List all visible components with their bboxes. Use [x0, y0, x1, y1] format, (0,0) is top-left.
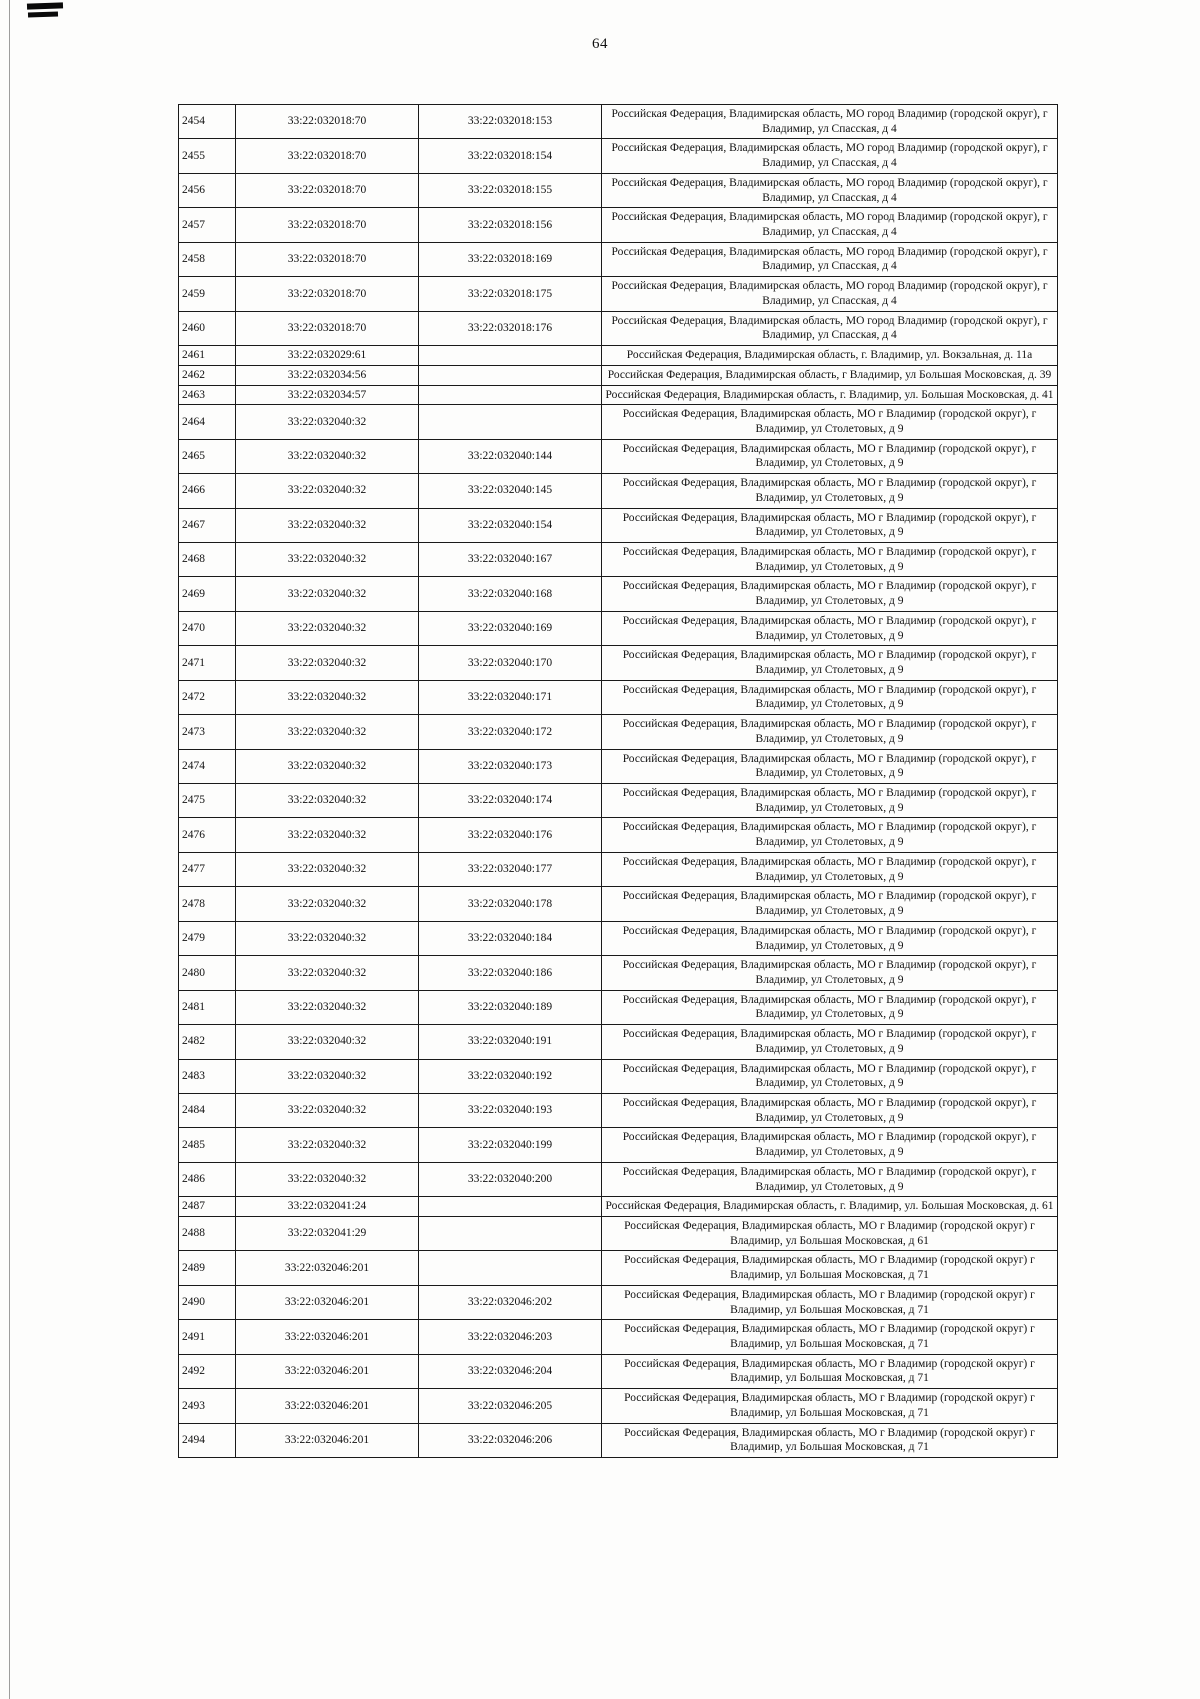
- table-row: [179, 439, 1058, 473]
- cadastral-number-parent-cell: 33:22:032046:201: [236, 1285, 419, 1319]
- row-number-cell: 2489: [179, 1251, 236, 1285]
- cadastral-number-parent-cell: 33:22:032040:32: [236, 405, 419, 439]
- table-row: [179, 1025, 1058, 1059]
- table-row: [179, 749, 1058, 783]
- row-number-cell: 2482: [179, 1025, 236, 1059]
- row-number-cell: 2477: [179, 852, 236, 886]
- address-cell: Российская Федерация, Владимирская область, МО г Владимир (городской округ) г Владимир, ул Большая Московская, д 71: [602, 1251, 1058, 1285]
- table-row: [179, 365, 1058, 385]
- cadastral-number-child-cell: 33:22:032040:154: [419, 508, 602, 542]
- cadastral-number-parent-cell: 33:22:032040:32: [236, 1059, 419, 1093]
- row-number-cell: 2464: [179, 405, 236, 439]
- cadastral-number-parent-cell: 33:22:032040:32: [236, 611, 419, 645]
- cadastral-number-parent-cell: 33:22:032040:32: [236, 784, 419, 818]
- address-cell: Российская Федерация, Владимирская область, МО г Владимир (городской округ), г Владимир, ул Столетовых, д 9: [602, 439, 1058, 473]
- address-cell: Российская Федерация, Владимирская область, МО город Владимир (городской округ), г Владимир, ул Спасская, д 4: [602, 277, 1058, 311]
- cadastral-number-child-cell: 33:22:032040:184: [419, 921, 602, 955]
- address-cell: Российская Федерация, Владимирская область, МО г Владимир (городской округ), г Владимир, ул Столетовых, д 9: [602, 474, 1058, 508]
- cadastral-number-parent-cell: 33:22:032040:32: [236, 956, 419, 990]
- table-row: [179, 1285, 1058, 1319]
- table-row: [179, 1162, 1058, 1196]
- row-number-cell: 2478: [179, 887, 236, 921]
- table-row: [179, 577, 1058, 611]
- address-cell: Российская Федерация, Владимирская область, МО г Владимир (городской округ), г Владимир, ул Столетовых, д 9: [602, 749, 1058, 783]
- row-number-cell: 2461: [179, 346, 236, 366]
- row-number-cell: 2485: [179, 1128, 236, 1162]
- cadastral-number-parent-cell: 33:22:032040:32: [236, 990, 419, 1024]
- address-cell: Российская Федерация, Владимирская область, МО г Владимир (городской округ), г Владимир, ул Столетовых, д 9: [602, 646, 1058, 680]
- row-number-cell: 2486: [179, 1162, 236, 1196]
- table-row: [179, 1320, 1058, 1354]
- address-cell: Российская Федерация, Владимирская область, МО город Владимир (городской округ), г Владимир, ул Спасская, д 4: [602, 173, 1058, 207]
- table-row: [179, 1093, 1058, 1127]
- cadastral-number-child-cell: 33:22:032018:153: [419, 105, 602, 139]
- table-row: [179, 173, 1058, 207]
- page-number: 64: [592, 36, 608, 52]
- cadastral-number-child-cell: 33:22:032040:144: [419, 439, 602, 473]
- cadastral-number-parent-cell: 33:22:032040:32: [236, 818, 419, 852]
- address-cell: Российская Федерация, Владимирская область, МО г Владимир (городской округ), г Владимир, ул Столетовых, д 9: [602, 921, 1058, 955]
- cadastral-number-child-cell: 33:22:032040:189: [419, 990, 602, 1024]
- cadastral-number-child-cell: 33:22:032040:170: [419, 646, 602, 680]
- cadastral-number-child-cell: [419, 346, 602, 366]
- row-number-cell: 2462: [179, 365, 236, 385]
- cadastral-number-child-cell: 33:22:032040:193: [419, 1093, 602, 1127]
- address-cell: Российская Федерация, Владимирская область, МО г Владимир (городской округ) г Владимир, ул Большая Московская, д 71: [602, 1389, 1058, 1423]
- table-row: [179, 474, 1058, 508]
- address-cell: Российская Федерация, Владимирская область, МО г Владимир (городской округ), г Владимир, ул Столетовых, д 9: [602, 1025, 1058, 1059]
- table-row: [179, 311, 1058, 345]
- cadastral-number-parent-cell: 33:22:032040:32: [236, 852, 419, 886]
- cadastral-number-parent-cell: 33:22:032046:201: [236, 1423, 419, 1457]
- address-cell: Российская Федерация, Владимирская область, МО г Владимир (городской округ) г Владимир, ул Большая Московская, д 61: [602, 1217, 1058, 1251]
- cadastral-number-parent-cell: 33:22:032018:70: [236, 242, 419, 276]
- cadastral-number-parent-cell: 33:22:032040:32: [236, 508, 419, 542]
- cadastral-number-child-cell: 33:22:032018:175: [419, 277, 602, 311]
- row-number-cell: 2470: [179, 611, 236, 645]
- address-cell: Российская Федерация, Владимирская область, МО г Владимир (городской округ), г Владимир, ул Столетовых, д 9: [602, 1128, 1058, 1162]
- cadastral-number-parent-cell: 33:22:032046:201: [236, 1320, 419, 1354]
- cadastral-number-child-cell: [419, 365, 602, 385]
- cadastral-number-child-cell: 33:22:032040:174: [419, 784, 602, 818]
- table-row: [179, 1251, 1058, 1285]
- table-row: [179, 1128, 1058, 1162]
- cadastral-number-parent-cell: 33:22:032040:32: [236, 646, 419, 680]
- row-number-cell: 2488: [179, 1217, 236, 1251]
- cadastral-number-parent-cell: 33:22:032040:32: [236, 1093, 419, 1127]
- table-row: [179, 1217, 1058, 1251]
- cadastral-number-child-cell: 33:22:032046:204: [419, 1354, 602, 1388]
- cadastral-number-child-cell: 33:22:032040:200: [419, 1162, 602, 1196]
- cadastral-number-parent-cell: 33:22:032040:32: [236, 749, 419, 783]
- scan-artifact-corner-mark: [28, 11, 58, 17]
- table-row: [179, 346, 1058, 366]
- table-row: [179, 1197, 1058, 1217]
- row-number-cell: 2480: [179, 956, 236, 990]
- cadastral-number-child-cell: 33:22:032040:145: [419, 474, 602, 508]
- cadastral-number-parent-cell: 33:22:032034:57: [236, 385, 419, 405]
- address-cell: Российская Федерация, Владимирская область, МО г Владимир (городской округ), г Владимир, ул Столетовых, д 9: [602, 1093, 1058, 1127]
- table-row: [179, 242, 1058, 276]
- cadastral-number-child-cell: 33:22:032018:176: [419, 311, 602, 345]
- address-cell: Российская Федерация, Владимирская область, МО г Владимир (городской округ) г Владимир, ул Большая Московская, д 71: [602, 1354, 1058, 1388]
- cadastral-number-child-cell: [419, 1197, 602, 1217]
- table-row: [179, 1354, 1058, 1388]
- table-row: [179, 921, 1058, 955]
- cadastral-number-child-cell: 33:22:032040:172: [419, 715, 602, 749]
- table-row: [179, 1423, 1058, 1457]
- row-number-cell: 2466: [179, 474, 236, 508]
- table-row: [179, 990, 1058, 1024]
- cadastral-number-child-cell: 33:22:032040:176: [419, 818, 602, 852]
- cadastral-number-parent-cell: 33:22:032034:56: [236, 365, 419, 385]
- cadastre-table-body: [179, 105, 1058, 1458]
- cadastral-number-parent-cell: 33:22:032040:32: [236, 439, 419, 473]
- address-cell: Российская Федерация, Владимирская область, МО город Владимир (городской округ), г Владимир, ул Спасская, д 4: [602, 208, 1058, 242]
- row-number-cell: 2472: [179, 680, 236, 714]
- row-number-cell: 2484: [179, 1093, 236, 1127]
- cadastral-number-parent-cell: 33:22:032018:70: [236, 139, 419, 173]
- row-number-cell: 2494: [179, 1423, 236, 1457]
- row-number-cell: 2454: [179, 105, 236, 139]
- cadastral-number-parent-cell: 33:22:032029:61: [236, 346, 419, 366]
- row-number-cell: 2483: [179, 1059, 236, 1093]
- row-number-cell: 2455: [179, 139, 236, 173]
- cadastral-number-parent-cell: 33:22:032041:24: [236, 1197, 419, 1217]
- address-cell: Российская Федерация, Владимирская область, МО г Владимир (городской округ), г Владимир, ул Столетовых, д 9: [602, 1059, 1058, 1093]
- cadastral-number-child-cell: 33:22:032040:169: [419, 611, 602, 645]
- cadastral-number-parent-cell: 33:22:032040:32: [236, 542, 419, 576]
- table-row: [179, 956, 1058, 990]
- table-row: [179, 139, 1058, 173]
- row-number-cell: 2469: [179, 577, 236, 611]
- row-number-cell: 2460: [179, 311, 236, 345]
- scan-artifact-corner-mark: [27, 2, 63, 9]
- cadastral-number-child-cell: 33:22:032018:154: [419, 139, 602, 173]
- table-row: [179, 508, 1058, 542]
- cadastral-number-parent-cell: 33:22:032018:70: [236, 105, 419, 139]
- cadastral-number-parent-cell: 33:22:032040:32: [236, 715, 419, 749]
- row-number-cell: 2491: [179, 1320, 236, 1354]
- cadastral-number-child-cell: 33:22:032040:192: [419, 1059, 602, 1093]
- cadastral-number-parent-cell: 33:22:032046:201: [236, 1389, 419, 1423]
- table-row: [179, 1059, 1058, 1093]
- address-cell: Российская Федерация, Владимирская область, МО г Владимир (городской округ), г Владимир, ул Столетовых, д 9: [602, 680, 1058, 714]
- cadastral-number-child-cell: 33:22:032018:169: [419, 242, 602, 276]
- address-cell: Российская Федерация, Владимирская область, МО г Владимир (городской округ), г Владимир, ул Столетовых, д 9: [602, 611, 1058, 645]
- address-cell: Российская Федерация, Владимирская область, МО город Владимир (городской округ), г Владимир, ул Спасская, д 4: [602, 242, 1058, 276]
- address-cell: Российская Федерация, Владимирская область, г. Владимир, ул. Большая Московская, д. 61: [602, 1197, 1058, 1217]
- row-number-cell: 2479: [179, 921, 236, 955]
- cadastral-number-parent-cell: 33:22:032040:32: [236, 577, 419, 611]
- table-row: [179, 646, 1058, 680]
- address-cell: Российская Федерация, Владимирская область, МО г Владимир (городской округ), г Владимир, ул Столетовых, д 9: [602, 887, 1058, 921]
- table-row: [179, 852, 1058, 886]
- row-number-cell: 2467: [179, 508, 236, 542]
- cadastral-number-parent-cell: 33:22:032040:32: [236, 1128, 419, 1162]
- cadastral-number-parent-cell: 33:22:032018:70: [236, 173, 419, 207]
- cadastral-number-child-cell: 33:22:032046:206: [419, 1423, 602, 1457]
- cadastral-number-child-cell: 33:22:032040:199: [419, 1128, 602, 1162]
- cadastral-number-child-cell: 33:22:032040:186: [419, 956, 602, 990]
- address-cell: Российская Федерация, Владимирская область, МО город Владимир (городской округ), г Владимир, ул Спасская, д 4: [602, 139, 1058, 173]
- address-cell: Российская Федерация, Владимирская область, г Владимир, ул Большая Московская, д. 39: [602, 365, 1058, 385]
- table-row: [179, 1389, 1058, 1423]
- cadastral-number-parent-cell: 33:22:032046:201: [236, 1354, 419, 1388]
- address-cell: Российская Федерация, Владимирская область, МО г Владимир (городской округ), г Владимир, ул Столетовых, д 9: [602, 852, 1058, 886]
- address-cell: Российская Федерация, Владимирская область, МО г Владимир (городской округ), г Владимир, ул Столетовых, д 9: [602, 577, 1058, 611]
- table-row: [179, 208, 1058, 242]
- address-cell: Российская Федерация, Владимирская область, МО г Владимир (городской округ), г Владимир, ул Столетовых, д 9: [602, 818, 1058, 852]
- cadastral-number-child-cell: [419, 405, 602, 439]
- table-row: [179, 542, 1058, 576]
- cadastral-number-child-cell: 33:22:032040:173: [419, 749, 602, 783]
- cadastral-number-parent-cell: 33:22:032040:32: [236, 680, 419, 714]
- address-cell: Российская Федерация, Владимирская область, МО г Владимир (городской округ), г Владимир, ул Столетовых, д 9: [602, 405, 1058, 439]
- address-cell: Российская Федерация, Владимирская область, МО город Владимир (городской округ), г Владимир, ул Спасская, д 4: [602, 311, 1058, 345]
- row-number-cell: 2458: [179, 242, 236, 276]
- row-number-cell: 2474: [179, 749, 236, 783]
- row-number-cell: 2457: [179, 208, 236, 242]
- cadastral-number-child-cell: 33:22:032046:205: [419, 1389, 602, 1423]
- cadastral-number-parent-cell: 33:22:032040:32: [236, 1162, 419, 1196]
- cadastral-number-parent-cell: 33:22:032041:29: [236, 1217, 419, 1251]
- row-number-cell: 2481: [179, 990, 236, 1024]
- row-number-cell: 2459: [179, 277, 236, 311]
- row-number-cell: 2473: [179, 715, 236, 749]
- cadastral-number-child-cell: 33:22:032040:191: [419, 1025, 602, 1059]
- address-cell: Российская Федерация, Владимирская область, МО г Владимир (городской округ), г Владимир, ул Столетовых, д 9: [602, 956, 1058, 990]
- cadastre-table: [178, 104, 1058, 1458]
- cadastral-number-child-cell: 33:22:032018:155: [419, 173, 602, 207]
- address-cell: Российская Федерация, Владимирская область, МО г Владимир (городской округ), г Владимир, ул Столетовых, д 9: [602, 508, 1058, 542]
- table-row: [179, 818, 1058, 852]
- cadastral-number-child-cell: 33:22:032040:171: [419, 680, 602, 714]
- table-row: [179, 611, 1058, 645]
- table-row: [179, 405, 1058, 439]
- address-cell: Российская Федерация, Владимирская область, МО г Владимир (городской округ) г Владимир, ул Большая Московская, д 71: [602, 1320, 1058, 1354]
- row-number-cell: 2468: [179, 542, 236, 576]
- table-row: [179, 385, 1058, 405]
- address-cell: Российская Федерация, Владимирская область, МО г Владимир (городской округ), г Владимир, ул Столетовых, д 9: [602, 784, 1058, 818]
- cadastral-number-child-cell: [419, 1217, 602, 1251]
- row-number-cell: 2492: [179, 1354, 236, 1388]
- table-row: [179, 680, 1058, 714]
- row-number-cell: 2476: [179, 818, 236, 852]
- address-cell: Российская Федерация, Владимирская область, МО г Владимир (городской округ), г Владимир, ул Столетовых, д 9: [602, 715, 1058, 749]
- cadastral-number-parent-cell: 33:22:032040:32: [236, 921, 419, 955]
- address-cell: Российская Федерация, Владимирская область, МО г Владимир (городской округ), г Владимир, ул Столетовых, д 9: [602, 990, 1058, 1024]
- table-row: [179, 887, 1058, 921]
- cadastral-number-child-cell: [419, 1251, 602, 1285]
- row-number-cell: 2475: [179, 784, 236, 818]
- address-cell: Российская Федерация, Владимирская область, МО г Владимир (городской округ) г Владимир, ул Большая Московская, д 71: [602, 1423, 1058, 1457]
- row-number-cell: 2471: [179, 646, 236, 680]
- address-cell: Российская Федерация, Владимирская область, МО город Владимир (городской округ), г Владимир, ул Спасская, д 4: [602, 105, 1058, 139]
- address-cell: Российская Федерация, Владимирская область, г. Владимир, ул. Вокзальная, д. 11а: [602, 346, 1058, 366]
- cadastral-number-child-cell: 33:22:032046:202: [419, 1285, 602, 1319]
- cadastral-number-parent-cell: 33:22:032040:32: [236, 887, 419, 921]
- scan-artifact-edge-line: [9, 0, 10, 1699]
- cadastral-number-child-cell: 33:22:032040:177: [419, 852, 602, 886]
- row-number-cell: 2487: [179, 1197, 236, 1217]
- table-row: [179, 105, 1058, 139]
- address-cell: Российская Федерация, Владимирская область, МО г Владимир (городской округ) г Владимир, ул Большая Московская, д 71: [602, 1285, 1058, 1319]
- cadastral-number-child-cell: 33:22:032040:168: [419, 577, 602, 611]
- cadastral-number-child-cell: [419, 385, 602, 405]
- row-number-cell: 2490: [179, 1285, 236, 1319]
- cadastral-number-parent-cell: 33:22:032018:70: [236, 277, 419, 311]
- table-row: [179, 715, 1058, 749]
- row-number-cell: 2493: [179, 1389, 236, 1423]
- cadastral-number-parent-cell: 33:22:032040:32: [236, 474, 419, 508]
- address-cell: Российская Федерация, Владимирская область, г. Владимир, ул. Большая Московская, д. 41: [602, 385, 1058, 405]
- cadastral-number-parent-cell: 33:22:032046:201: [236, 1251, 419, 1285]
- cadastral-number-child-cell: 33:22:032040:167: [419, 542, 602, 576]
- row-number-cell: 2463: [179, 385, 236, 405]
- cadastral-number-child-cell: 33:22:032018:156: [419, 208, 602, 242]
- address-cell: Российская Федерация, Владимирская область, МО г Владимир (городской округ), г Владимир, ул Столетовых, д 9: [602, 1162, 1058, 1196]
- cadastral-number-parent-cell: 33:22:032040:32: [236, 1025, 419, 1059]
- table-row: [179, 277, 1058, 311]
- table-row: [179, 784, 1058, 818]
- cadastral-number-child-cell: 33:22:032046:203: [419, 1320, 602, 1354]
- row-number-cell: 2456: [179, 173, 236, 207]
- address-cell: Российская Федерация, Владимирская область, МО г Владимир (городской округ), г Владимир, ул Столетовых, д 9: [602, 542, 1058, 576]
- row-number-cell: 2465: [179, 439, 236, 473]
- cadastral-number-child-cell: 33:22:032040:178: [419, 887, 602, 921]
- cadastral-number-parent-cell: 33:22:032018:70: [236, 208, 419, 242]
- cadastral-number-parent-cell: 33:22:032018:70: [236, 311, 419, 345]
